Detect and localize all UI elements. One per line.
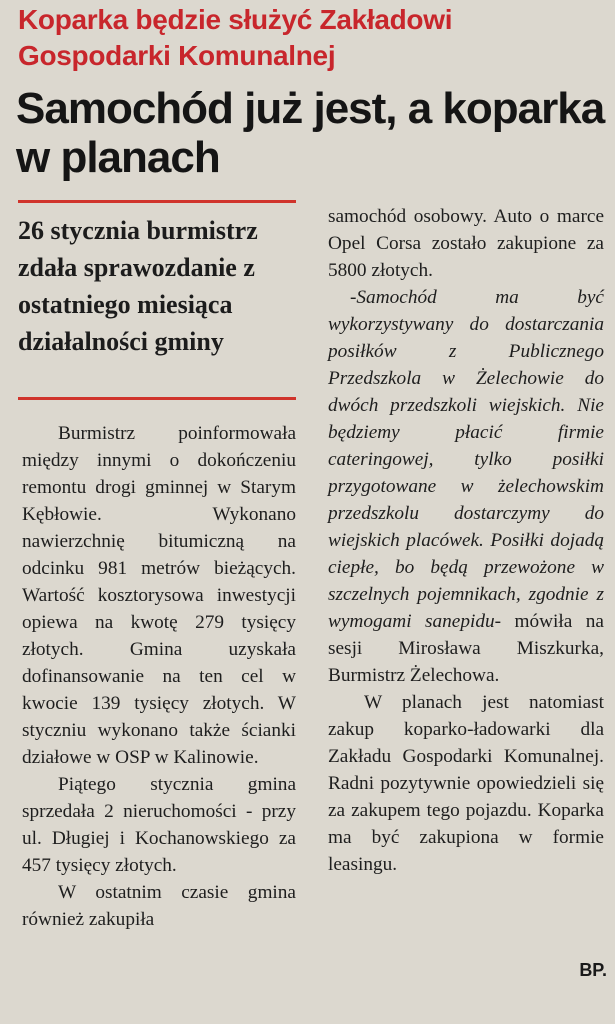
article-headline: Samochód już jest, a koparka w planach <box>16 84 605 182</box>
headline-divider <box>18 200 296 203</box>
body-paragraph: Piątego stycznia gmina sprzedała 2 nieruchomości - przy ul. Długiej i Kochanowskiego za 457 tysięcy złotych. <box>22 774 296 876</box>
left-column <box>22 420 296 933</box>
body-paragraph: W ostatnim czasie gmina również zakupiła <box>22 882 296 930</box>
article-kicker: Koparka będzie służyć Zakładowi Gospodarki Komunalnej <box>18 4 453 71</box>
quote-text: -Samochód ma być wykorzystywany do dostarczania posiłków z Publicznego Przedszkola w Żelechowie do dwóch przedszkoli wiejskich. Nie będziemy płacić firmie cateringowej, tylko posiłki przygotowane w żelechowskim przedszkolu dostarczymy do wiejskich placówek. Posiłki dojadą ciepłe, bo będą przewożone w szczelnych pojemnikach, zgodnie z wymogami sanepidu- <box>328 287 604 632</box>
body-paragraph: W planach jest natomiast zakup koparko-ładowarki dla Zakładu Gospodarki Komunalnej. Radni pozytywnie opowiedzieli się za zakupem tego pojazdu. Koparka ma być zakupiona w formie leasingu. <box>328 692 604 875</box>
quote-paragraph <box>328 284 604 689</box>
body-paragraph: samochód osobowy. Auto o marce Opel Corsa zostało zakupione za 5800 złotych. <box>328 206 604 281</box>
author-signature: BP. <box>579 960 607 980</box>
quote-attribution: mówiła na sesji Mirosława Miszkurka, Burmistrz Żelechowa. <box>328 611 604 686</box>
article-lead: 26 stycznia burmistrz zdała sprawozdanie z ostatniego miesiąca działalności gminy <box>18 216 258 356</box>
right-column <box>328 203 604 878</box>
body-paragraph: Burmistrz poinformowała między innymi o dokończeniu remontu drogi gminnej w Starym Kębłowie. Wykonano nawierzchnię bitumiczną na odcinku 981 metrów bieżących. Wartość kosztorysowa inwestycji opiewa na kwotę 279 tysięcy złotych. Gmina uzyskała dofinansowanie na ten cel w kwocie 139 tysięcy złotych. W styczniu wykonano także ścianki działowe w OSP w Kalinowie. <box>22 423 296 768</box>
lead-divider <box>18 397 296 400</box>
